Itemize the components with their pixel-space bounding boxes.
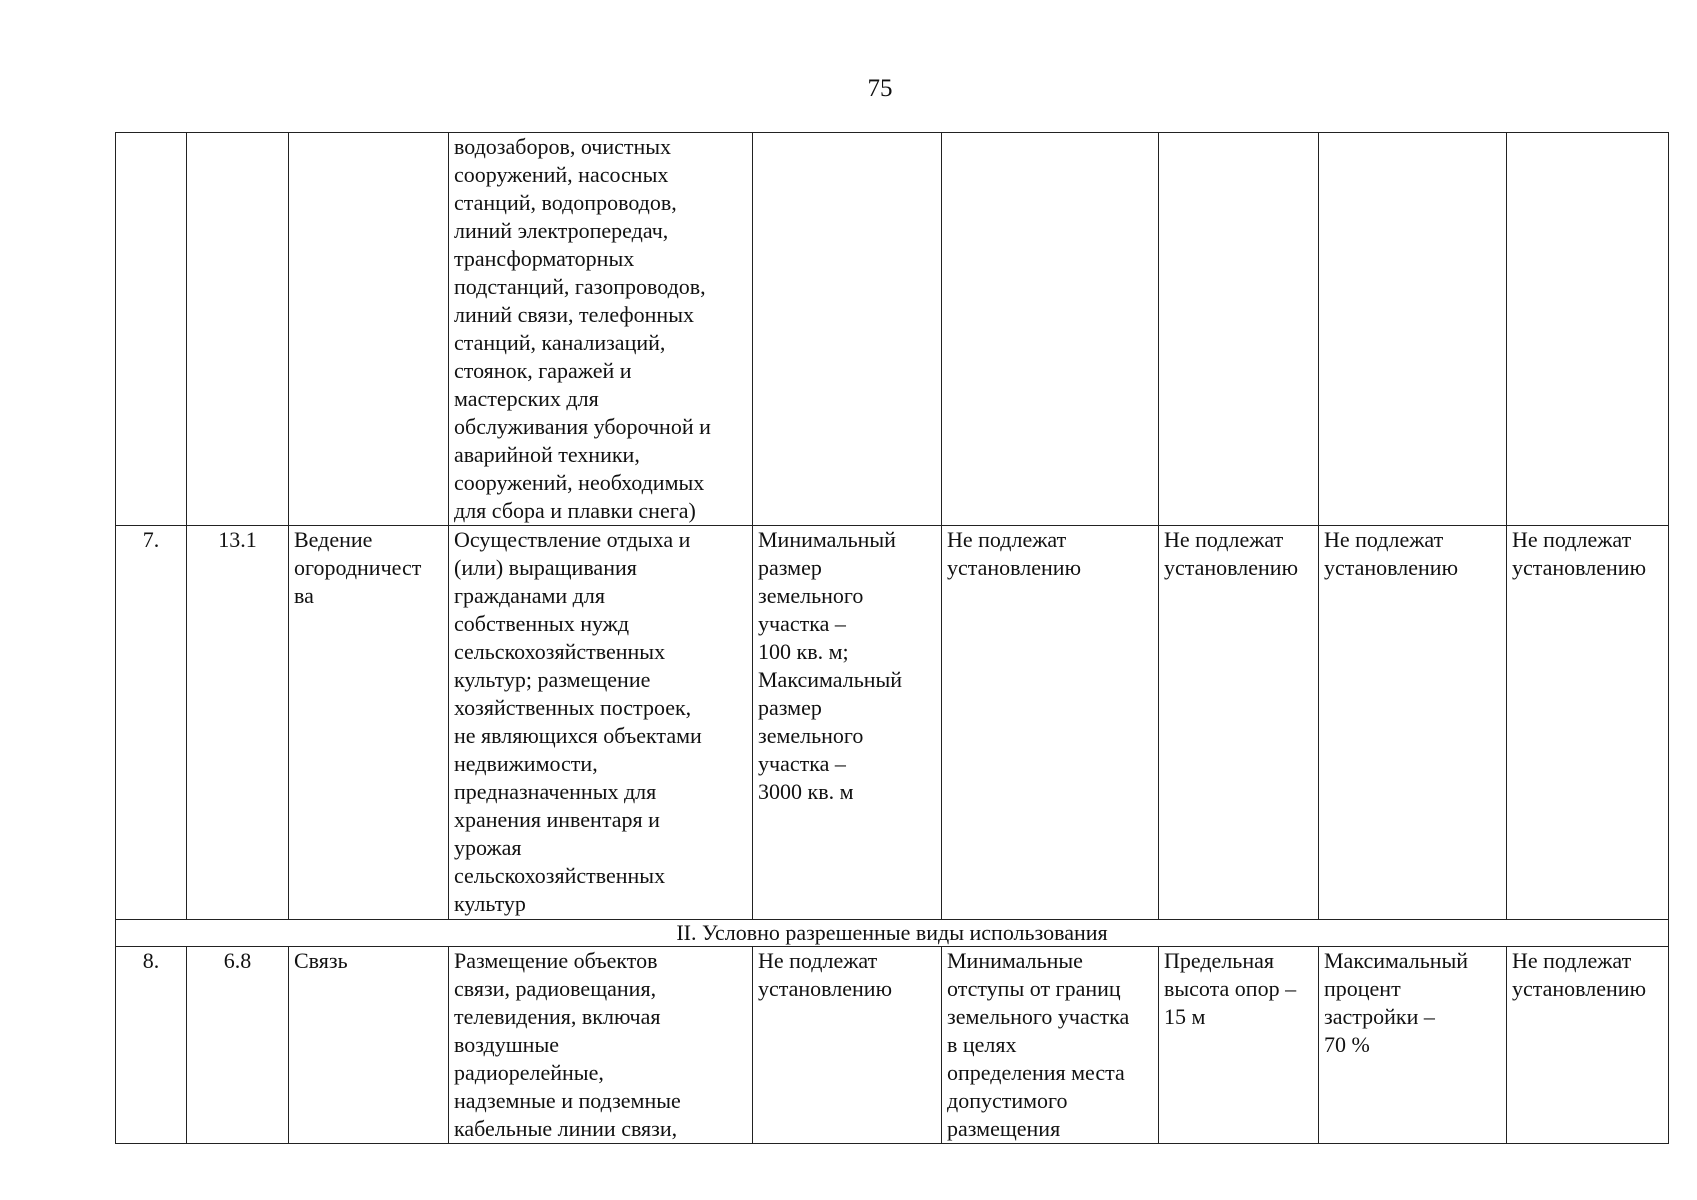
cell-other-params: Не подлежат установлению: [1507, 526, 1669, 920]
cell-setbacks: Не подлежат установлению: [942, 526, 1159, 920]
cell-other-params: Не подлежат установлению: [1507, 947, 1669, 1144]
cell-use-name: Связь: [289, 947, 449, 1144]
cell-setbacks: Минимальные отступы от границ земельного участка в целях определения места допустимого размещения: [942, 947, 1159, 1144]
cell-max-height: [1159, 133, 1319, 526]
page-number: 75: [867, 75, 893, 102]
table-row-continuation: [116, 133, 1669, 526]
section-heading: II. Условно разрешенные виды использования: [116, 920, 1669, 947]
cell-max-height: Предельная высота опор – 15 м: [1159, 947, 1319, 1144]
cell-code: 13.1: [187, 526, 289, 920]
cell-max-height: Не подлежат установлению: [1159, 526, 1319, 920]
cell-coverage: [1319, 133, 1507, 526]
cell-use-name: [289, 133, 449, 526]
cell-code: 6.8: [187, 947, 289, 1144]
land-use-table: [115, 132, 1669, 1144]
cell-plot-size: Не подлежат установлению: [753, 947, 942, 1144]
cell-other-params: [1507, 133, 1669, 526]
cell-number: 8.: [116, 947, 187, 1144]
cell-code: [187, 133, 289, 526]
cell-description: Размещение объектов связи, радиовещания, телевидения, включая воздушные радиорелейные, надземные и подземные кабельные линии связи,: [449, 947, 753, 1144]
cell-coverage: Не подлежат установлению: [1319, 526, 1507, 920]
table-row-7: [116, 526, 1669, 920]
cell-number: 7.: [116, 526, 187, 920]
cell-description: Осуществление отдыха и (или) выращивания гражданами для собственных нужд сельскохозяйственных культур; размещение хозяйственных построек, не являющихся объектами недвижимости, предназначенных для хранения инвентаря и урожая сельскохозяйственных культур: [449, 526, 753, 920]
cell-setbacks: [942, 133, 1159, 526]
section-heading-row: [116, 920, 1669, 947]
table-row-8: [116, 947, 1669, 1144]
cell-description: водозаборов, очистных сооружений, насосных станций, водопроводов, линий электропередач, трансформаторных подстанций, газопроводов, линий связи, телефонных станций, канализаций, стоянок, гаражей и мастерских для обслуживания уборочной и аварийной техники, сооружений, необходимых для сбора и плавки снега): [449, 133, 753, 526]
cell-number: [116, 133, 187, 526]
cell-coverage: Максимальный процент застройки – 70 %: [1319, 947, 1507, 1144]
cell-plot-size: [753, 133, 942, 526]
cell-use-name: Ведение огородничест ва: [289, 526, 449, 920]
cell-plot-size: Минимальный размер земельного участка – 100 кв. м; Максимальный размер земельного участка – 3000 кв. м: [753, 526, 942, 920]
